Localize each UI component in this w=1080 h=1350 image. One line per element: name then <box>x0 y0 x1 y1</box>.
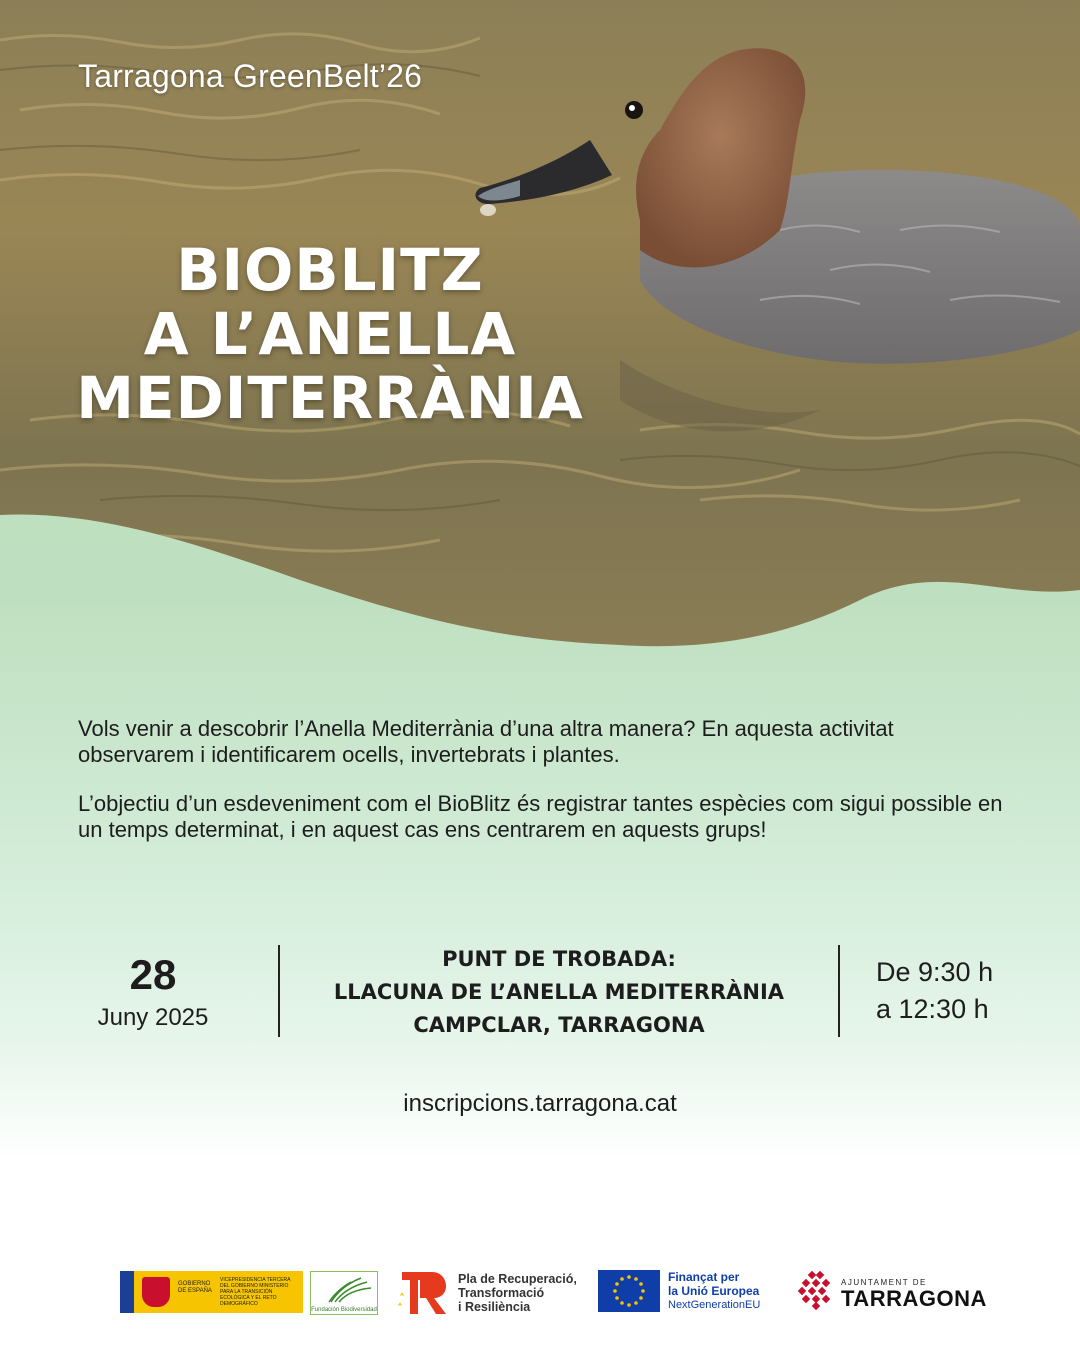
meeting-point-line: CAMPCLAR, TARRAGONA <box>413 1013 705 1037</box>
coat-of-arms-icon <box>142 1277 170 1307</box>
divider <box>278 945 280 1037</box>
gobierno-espana-logo <box>120 1271 303 1313</box>
eu-line: la Unió Europea <box>668 1284 760 1298</box>
prtr-logo <box>396 1270 596 1316</box>
event-date <box>78 950 228 1034</box>
sponsor-logos <box>0 1258 1080 1328</box>
eu-line: NextGenerationEU <box>668 1299 761 1311</box>
fundacion-biodiversidad-logo <box>310 1271 378 1315</box>
eu-stripe-icon <box>120 1271 134 1313</box>
date-day: 28 <box>129 951 177 998</box>
eu-line: Finançat per <box>668 1270 740 1284</box>
title-line: BIOBLITZ <box>176 236 484 304</box>
title-line: MEDITERRÀNIA <box>76 364 584 432</box>
description-paragraph: L’objectiu d’un esdeveniment com el BioBlitz és registrar tantes espècies com sigui possible en un temps determinat, i en aquest cas ens centrarem en aquests grups! <box>78 791 1003 842</box>
grass-icon <box>311 1272 377 1304</box>
title-line: A L’ANELLA <box>143 300 517 368</box>
divider <box>838 945 840 1037</box>
fundacion-label: Fundación Biodiversidad <box>311 1307 377 1313</box>
eu-label <box>668 1270 760 1312</box>
eu-funding-logo <box>598 1270 778 1314</box>
gobierno-label: GOBIERNO DE ESPAÑA <box>178 1281 212 1294</box>
date-month-year: Juny 2025 <box>97 1004 209 1031</box>
meeting-point <box>300 943 818 1042</box>
prtr-line: Pla de Recuperació, <box>458 1272 577 1286</box>
time-line: De 9:30 h <box>876 957 994 987</box>
event-title <box>40 238 620 430</box>
tarragona-mark-icon <box>797 1270 835 1310</box>
registration-link[interactable]: inscripcions.tarragona.cat <box>403 1090 677 1117</box>
brand-label: Tarragona GreenBelt’26 <box>78 58 423 94</box>
prtr-line: i Resiliència <box>458 1300 531 1314</box>
ministerio-label: VICEPRESIDENCIA TERCERA DEL GOBIERNO MINISTERIO PARA LA TRANSICIÓN ECOLÓGICA Y EL RETO DEMOGRÁFICO <box>220 1277 291 1307</box>
meeting-point-line: LLACUNA DE L’ANELLA MEDITERRÀNIA <box>333 980 785 1004</box>
prtr-line: Transformació <box>458 1286 545 1300</box>
time-line: a 12:30 h <box>876 994 989 1024</box>
ajuntament-label: AJUNTAMENT DE <box>841 1278 927 1287</box>
description-paragraph: Vols venir a descobrir l’Anella Mediterrània d’una altra manera? En aquesta activitat observarem i identificarem ocells, invertebrats i plantes. <box>78 716 894 767</box>
prtr-mark-icon <box>396 1270 452 1316</box>
ajuntament-tarragona-logo <box>797 1270 987 1316</box>
tarragona-label: TARRAGONA <box>841 1286 987 1311</box>
prtr-label <box>458 1272 577 1314</box>
eu-flag-icon <box>598 1270 660 1312</box>
meeting-point-line: PUNT DE TROBADA: <box>442 947 676 971</box>
event-time <box>876 954 993 1028</box>
